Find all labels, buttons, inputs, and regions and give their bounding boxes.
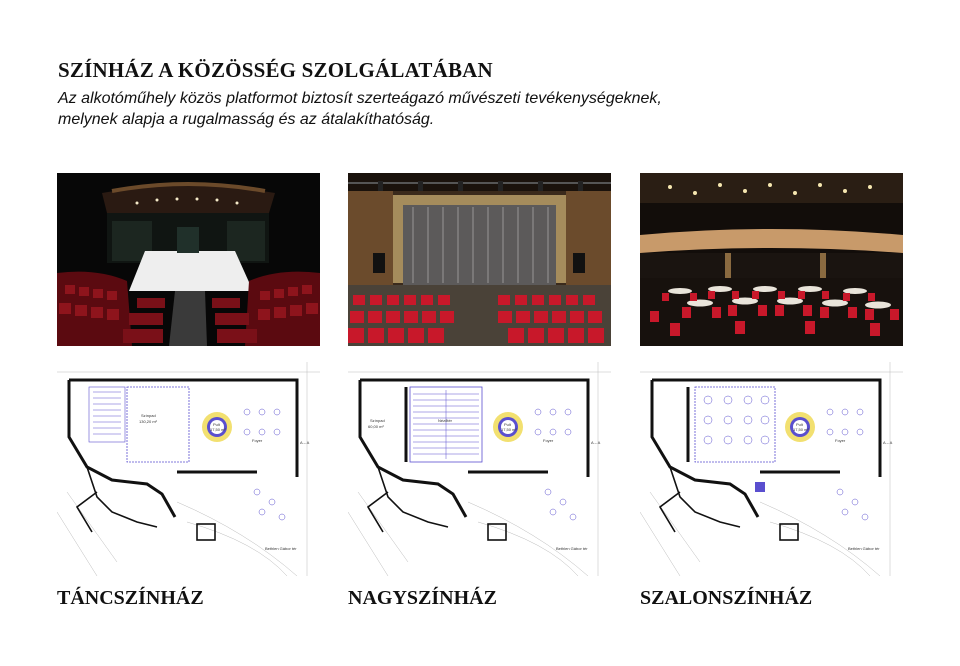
plan-label-bar-area: 17,50 m² — [501, 427, 517, 432]
plan-label-foyer: Foyer — [835, 438, 846, 443]
plan-label-foyer: Foyer — [543, 438, 554, 443]
plan-label-bar: Pult — [213, 422, 220, 427]
plan-label-bar: Pult — [504, 422, 511, 427]
plan-label-section: A – A — [883, 440, 893, 445]
plan-label-stage-area: 130,20 m² — [139, 419, 158, 424]
floor-plan-szalonszinhaz — [640, 362, 903, 576]
subtitle-line-1: Az alkotóműhely közös platformot biztosít szerteágazó művészeti tevékenységeknek, — [58, 90, 662, 107]
photo-nagyszinhaz — [348, 173, 611, 346]
plan-label-auditorium: Nézőtér — [438, 418, 453, 423]
plan-label-foyer: Foyer — [252, 438, 263, 443]
plan-label-bar-area: 17,50 m² — [210, 427, 226, 432]
plan-label-bar: Pult — [796, 422, 803, 427]
caption-szalonszinhaz: SZALONSZÍNHÁZ — [640, 587, 813, 609]
page-title: SZÍNHÁZ A KÖZÖSSÉG SZOLGÁLATÁBAN — [58, 58, 493, 82]
photo-tancszinhaz — [57, 173, 320, 346]
plan-label-section: A – A — [300, 440, 310, 445]
subtitle-line-2: melynek alapja a rugalmasság és az átalakíthatóság. — [58, 111, 435, 128]
plan-label-street: Bethlen Gábor tér — [265, 546, 297, 551]
floor-plan-nagyszinhaz — [348, 362, 611, 576]
caption-tancszinhaz: TÁNCSZÍNHÁZ — [57, 587, 204, 609]
plan-label-stage-area: 60,00 m² — [368, 424, 384, 429]
plan-label-section: A – A — [591, 440, 601, 445]
plan-label-stage: Színpad — [141, 413, 156, 418]
floor-plan-tancszinhaz — [57, 362, 320, 576]
photo-szalonszinhaz — [640, 173, 903, 346]
plan-label-street: Bethlen Gábor tér — [848, 546, 880, 551]
page-subtitle — [58, 88, 778, 130]
caption-nagyszinhaz: NAGYSZÍNHÁZ — [348, 587, 497, 609]
plan-label-bar-area: 17,50 m² — [793, 427, 809, 432]
plan-label-stage: Színpad — [370, 418, 385, 423]
plan-label-street: Bethlen Gábor tér — [556, 546, 588, 551]
